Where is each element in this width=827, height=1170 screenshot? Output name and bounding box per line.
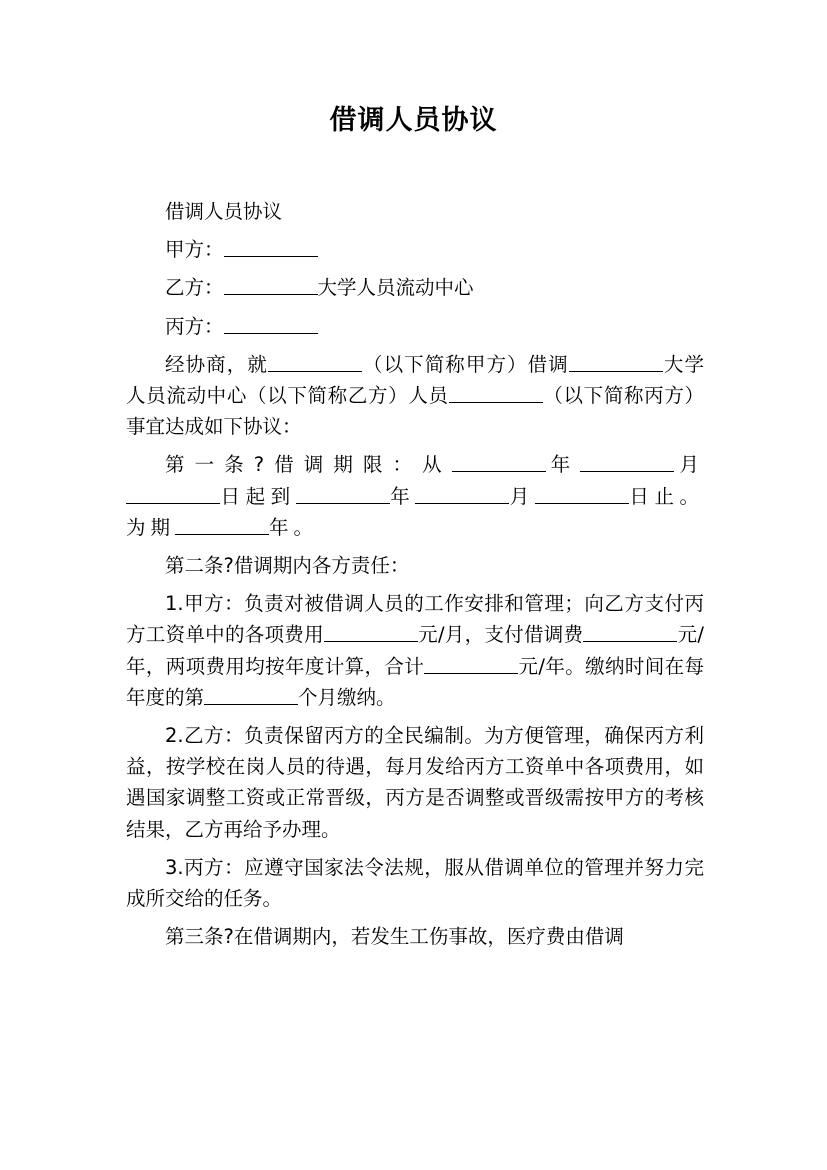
- clause-1-text-b: 元/月，支付借调费: [417, 623, 584, 647]
- intro-text-3: 大学人员流动中心（以下简称乙方）人员: [126, 352, 704, 408]
- article-1-blank-1: [452, 453, 546, 472]
- clause-3-paragraph: 3.丙方：应遵守国家法令法规，服从借调单位的管理并努力完成所交给的任务。: [126, 855, 704, 911]
- intro-paragraph: [126, 349, 704, 443]
- article-1-blank-7: [175, 516, 269, 535]
- article-1-text-a: 第一条?借调期限：从: [165, 453, 452, 477]
- intro-blank-3: [449, 384, 543, 403]
- party-a-line: [126, 234, 704, 265]
- document-title: 借调人员协议: [329, 105, 498, 136]
- intro-text-4: （以下简称丙方）事宜达成如下协议：: [126, 384, 704, 439]
- party-b-blank: [224, 276, 318, 295]
- clause-1-paragraph: [126, 588, 704, 713]
- intro-blank-1: [268, 353, 362, 372]
- party-c-label: 丙方：: [165, 314, 224, 338]
- clause-1-text-e: 个月缴纳。: [298, 685, 396, 709]
- clause-1-blank-3: [424, 655, 518, 674]
- intro-blank-2: [569, 353, 663, 372]
- party-b-label: 乙方：: [165, 276, 224, 300]
- clause-1-blank-1: [324, 623, 418, 642]
- article-1-blank-3: [126, 485, 220, 504]
- agreement-heading: 借调人员协议: [165, 200, 283, 223]
- article-1-blank-5: [415, 485, 509, 504]
- clause-1-blank-2: [583, 623, 677, 642]
- clause-1-text-d: 元/年。缴纳时间在每年度的第: [126, 654, 704, 709]
- clause-1-text-a: 1.甲方：负责对被借调人员的工作安排和管理；向乙方支付丙方工资单中的各项费用: [126, 592, 704, 647]
- article-1-text-d: 日起到: [220, 484, 296, 508]
- intro-text-2: （以下简称甲方）借调: [361, 352, 569, 376]
- article-1-blank-2: [580, 453, 674, 472]
- party-c-blank: [224, 315, 318, 334]
- article-1-text-c: 月: [674, 453, 704, 477]
- intro-text-1: 经协商，就: [165, 352, 268, 376]
- article-1-text-b: 年: [545, 453, 581, 477]
- clause-1-blank-4: [204, 686, 298, 705]
- article-2-heading: 第二条?借调期内各方责任：: [165, 554, 410, 578]
- article-1-text-e: 年: [389, 484, 416, 508]
- party-a-label: 甲方：: [165, 238, 224, 262]
- party-c-line: [126, 311, 704, 342]
- article-1-blank-6: [535, 485, 629, 504]
- article-1-text-g: 日止。为期: [126, 484, 704, 539]
- clause-2-paragraph: 2.乙方：负责保留丙方的全民编制。为方便管理，确保丙方利益，按学校在岗人员的待遇，每月发给丙方工资单中各项费用，如遇国家调整工资或正常晋级，丙方是否调整或晋级需按甲方的考核结果，乙方再给予办理。: [126, 724, 704, 841]
- document-body: [126, 196, 704, 959]
- clause-1-text-c: 元/年，两项费用均按年度计算，合计: [126, 623, 704, 678]
- party-a-blank: [224, 238, 318, 257]
- article-1-blank-4: [296, 485, 390, 504]
- party-b-line: [126, 272, 704, 303]
- article-1-text-f: 月: [509, 484, 535, 508]
- article-1-text-h: 年。: [269, 515, 319, 539]
- article-3-paragraph: 第三条?在借调期内，若发生工伤事故，医疗费由借调: [165, 925, 624, 949]
- party-b-suffix: 大学人员流动中心: [317, 276, 474, 300]
- article-1-paragraph: [126, 449, 704, 543]
